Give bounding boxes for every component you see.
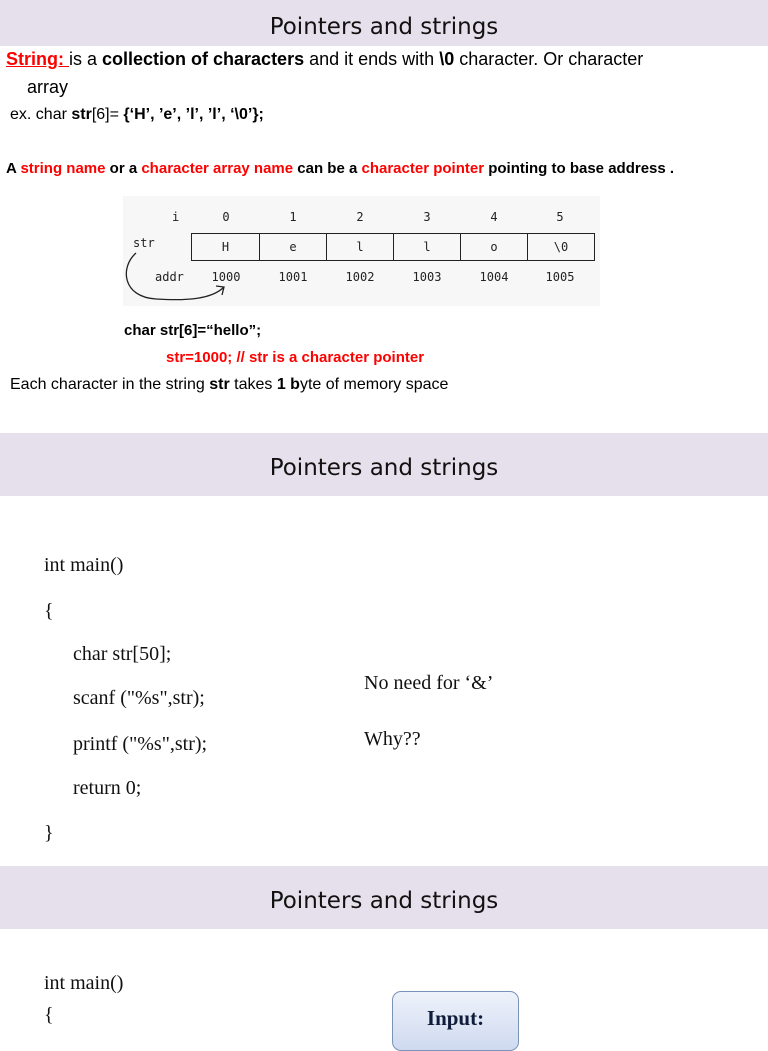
- assignment-line: str=1000; // str is a character pointer: [166, 349, 425, 366]
- index-3: 3: [423, 210, 431, 224]
- address-4: 1004: [479, 270, 509, 284]
- address-5: 1005: [545, 270, 575, 284]
- code-line-printf: printf ("%s",str);: [73, 733, 208, 755]
- array-cell-0: H: [191, 233, 260, 261]
- code-line-main-2: int main(): [44, 972, 124, 994]
- example-line: ex. char str[6]= {‘H’, ’e’, ’l’, ’l’, ‘\0’};: [10, 106, 264, 123]
- memory-note: Each character in the string str takes 1 byte of memory space: [10, 376, 449, 393]
- addr-label: addr: [155, 270, 184, 284]
- array-cell-2: l: [326, 233, 394, 261]
- code-line-decl: char str[50];: [73, 643, 172, 665]
- code-line-open-brace-2: {: [44, 1004, 54, 1026]
- address-0: 1000: [211, 270, 241, 284]
- code-line-return: return 0;: [73, 777, 142, 799]
- address-3: 1003: [412, 270, 442, 284]
- address-1: 1001: [278, 270, 308, 284]
- index-0: 0: [222, 210, 230, 224]
- pointer-statement: A string name or a character array name can be a character pointer pointing to base address .: [6, 160, 675, 177]
- slide2-title: Pointers and strings: [0, 433, 768, 496]
- why-note: Why??: [364, 728, 421, 750]
- index-2: 2: [356, 210, 364, 224]
- string-term: String:: [6, 49, 69, 69]
- code-line-open-brace: {: [44, 600, 54, 622]
- array-cell-1: e: [259, 233, 327, 261]
- index-4: 4: [490, 210, 498, 224]
- code-line-main: int main(): [44, 554, 124, 576]
- array-cell-3: l: [393, 233, 461, 261]
- slide1-title: Pointers and strings: [0, 0, 768, 46]
- index-5: 5: [556, 210, 564, 224]
- slide3-title: Pointers and strings: [0, 866, 768, 929]
- array-cell-5: \0: [527, 233, 595, 261]
- array-cell-4: o: [460, 233, 528, 261]
- code-line-close-brace: }: [44, 822, 54, 844]
- pointer-arrow-icon: [120, 245, 240, 305]
- string-definition-cont: array: [27, 77, 69, 97]
- index-label: i: [172, 210, 180, 224]
- index-1: 1: [289, 210, 297, 224]
- declaration-line: char str[6]=“hello”;: [124, 322, 262, 339]
- string-definition: String: is a collection of characters and it ends with \0 character. Or character: [6, 49, 644, 69]
- address-2: 1002: [345, 270, 375, 284]
- str-label: str: [133, 236, 155, 250]
- ampersand-note: No need for ‘&’: [364, 672, 494, 694]
- code-line-scanf: scanf ("%s",str);: [73, 687, 205, 709]
- input-box: Input:: [392, 991, 519, 1051]
